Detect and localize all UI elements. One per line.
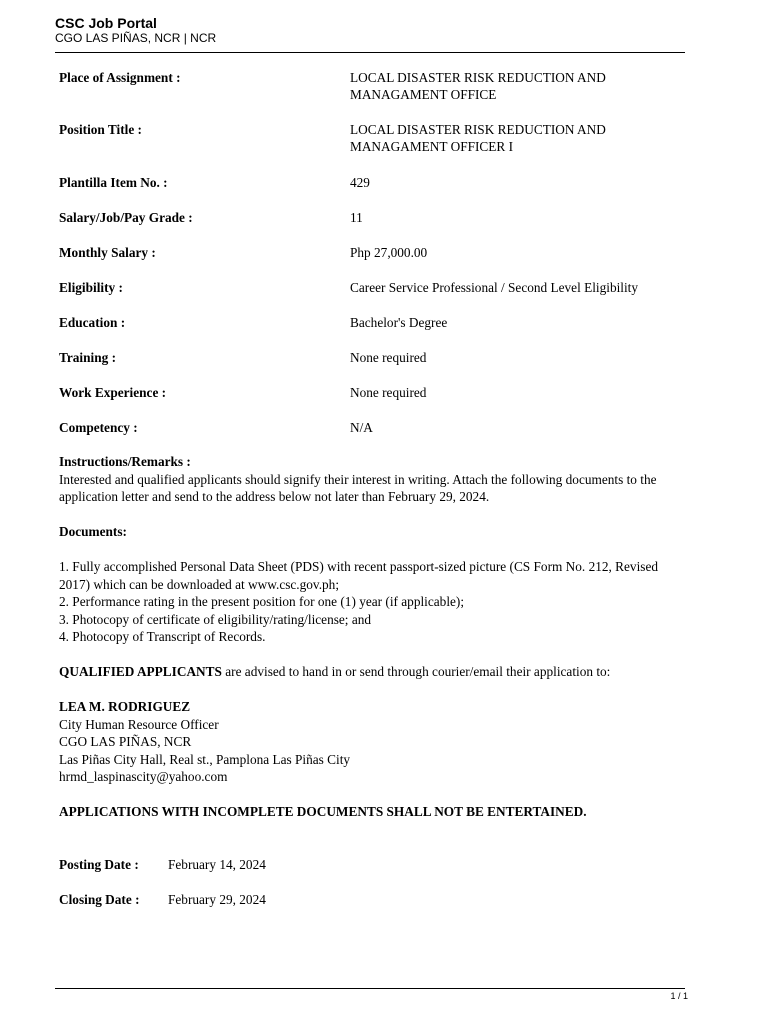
- contact-address: Las Piñas City Hall, Real st., Pamplona Las Piñas City: [59, 751, 351, 767]
- closing-date-label: Closing Date :: [59, 892, 140, 907]
- header-divider: [55, 52, 685, 53]
- field-label: Position Title :: [59, 122, 142, 137]
- incomplete-documents-warning: APPLICATIONS WITH INCOMPLETE DOCUMENTS SHALL NOT BE ENTERTAINED.: [59, 804, 587, 819]
- field-label: Work Experience :: [59, 385, 167, 400]
- qualified-applicants-notice: [59, 663, 691, 681]
- field-label: Training :: [59, 350, 117, 365]
- contact-position: City Human Resource Officer: [59, 716, 219, 732]
- field-value: LOCAL DISASTER RISK REDUCTION AND MANAGAMENT OFFICE: [350, 70, 606, 102]
- contact-block: [59, 698, 691, 786]
- qualified-applicants-text: are advised to hand in or send through courier/email their application to:: [221, 664, 611, 679]
- instructions-section: [59, 453, 691, 506]
- field-value: Bachelor's Degree: [350, 315, 448, 330]
- document-item: 3. Photocopy of certificate of eligibility/rating/license; and: [59, 611, 372, 627]
- field-label: Eligibility :: [59, 280, 123, 295]
- field-label: Education :: [59, 315, 126, 330]
- document-item: 4. Photocopy of Transcript of Records.: [59, 629, 266, 644]
- contact-email: hrmd_laspinascity@yahoo.com: [59, 769, 228, 784]
- document-item: 1. Fully accomplished Personal Data Sheet (PDS) with recent passport-sized picture (CS Form No. 212, Revised 2017) which can be downloaded at www.csc.gov.ph;: [59, 559, 658, 592]
- posting-date-label: Posting Date :: [59, 857, 139, 872]
- field-value: 429: [350, 175, 370, 190]
- field-value: Career Service Professional / Second Level Eligibility: [350, 280, 639, 295]
- documents-heading: [59, 523, 691, 541]
- field-value: 11: [350, 210, 363, 225]
- closing-date-value: February 29, 2024: [168, 892, 266, 907]
- document-item: 2. Performance rating in the present position for one (1) year (if applicable);: [59, 594, 465, 609]
- documents-list: [59, 558, 691, 646]
- contact-office: CGO LAS PIÑAS, NCR: [59, 734, 192, 749]
- field-value: Php 27,000.00: [350, 245, 428, 260]
- posting-date-value: February 14, 2024: [168, 857, 266, 872]
- contact-name: LEA M. RODRIGUEZ: [59, 699, 191, 714]
- qualified-applicants-label: QUALIFIED APPLICANTS: [59, 664, 222, 679]
- field-label: Place of Assignment :: [59, 70, 181, 85]
- portal-subtitle: CGO LAS PIÑAS, NCR | NCR: [55, 31, 217, 45]
- field-value: None required: [350, 350, 427, 365]
- field-label: Monthly Salary :: [59, 245, 156, 260]
- field-value: N/A: [350, 420, 373, 435]
- footer-divider: [55, 988, 685, 989]
- field-value: LOCAL DISASTER RISK REDUCTION AND MANAGAMENT OFFICER I: [350, 122, 606, 154]
- field-value: None required: [350, 385, 427, 400]
- portal-title: CSC Job Portal: [55, 15, 157, 31]
- instructions-heading: Instructions/Remarks :: [59, 454, 191, 469]
- field-label: Plantilla Item No. :: [59, 175, 168, 190]
- field-label: Salary/Job/Pay Grade :: [59, 210, 193, 225]
- page-number: 1 / 1: [670, 991, 688, 1001]
- instructions-text: Interested and qualified applicants should signify their interest in writing. Attach the following documents to the application letter and send to the address below not later than February 29, 2024.: [59, 471, 657, 504]
- field-label: Competency :: [59, 420, 138, 435]
- document-header: [55, 15, 685, 46]
- documents-heading-text: Documents:: [59, 524, 127, 539]
